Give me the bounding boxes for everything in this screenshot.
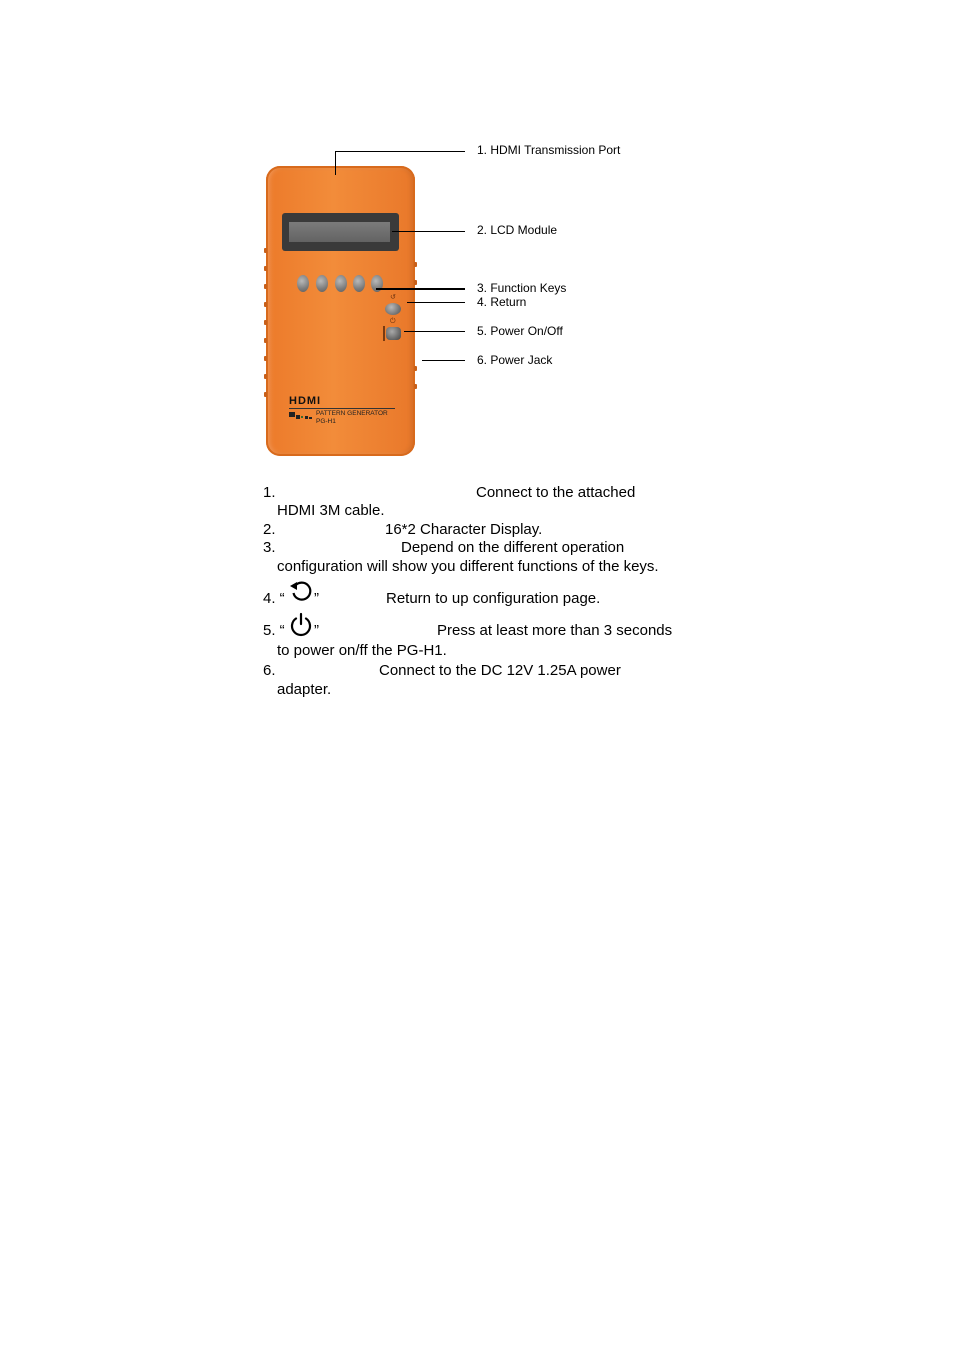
- device-model-line1: PATTERN GENERATOR: [316, 410, 388, 417]
- callout-line-3: [376, 288, 465, 290]
- callout-function-keys: 3. Function Keys: [477, 281, 567, 295]
- side-ridge: [264, 374, 267, 379]
- pattern-generator-device: [266, 166, 415, 456]
- return-mark-icon: ↺: [390, 294, 396, 301]
- brand-logo-icon: [289, 412, 313, 420]
- side-ridge: [414, 384, 417, 389]
- side-ridge: [264, 356, 267, 361]
- power-key-marker: [383, 326, 385, 341]
- lcd-module: [282, 213, 399, 251]
- side-ridge: [264, 338, 267, 343]
- device-brand: HDMI: [289, 395, 322, 407]
- callout-power-jack: 6. Power Jack: [477, 353, 553, 367]
- callout-power: 5. Power On/Off: [477, 324, 563, 338]
- side-ridge: [414, 280, 417, 285]
- item-2-text: 16*2 Character Display.: [385, 521, 543, 538]
- callout-line-2: [392, 231, 465, 232]
- callout-line-1: [335, 151, 465, 152]
- item-3-number: 3.: [263, 539, 276, 556]
- item-2-number: 2.: [263, 521, 276, 538]
- function-key-3[interactable]: [335, 275, 347, 292]
- callout-hdmi-port: 1. HDMI Transmission Port: [477, 143, 621, 157]
- lcd-screen: [289, 222, 390, 242]
- item-3-text: Depend on the different operation: [401, 539, 625, 556]
- side-ridge: [264, 320, 267, 325]
- callout-return: 4. Return: [477, 295, 527, 309]
- item-5-close-quote: ”: [314, 622, 319, 639]
- callout-line-6: [422, 360, 465, 361]
- side-ridge: [264, 248, 267, 253]
- function-key-1[interactable]: [297, 275, 309, 292]
- power-icon: [288, 612, 314, 638]
- callout-lcd-module: 2. LCD Module: [477, 223, 558, 237]
- side-ridge: [414, 366, 417, 371]
- callout-line-5: [404, 331, 465, 332]
- item-6-number: 6.: [263, 662, 276, 679]
- item-5-number: 5. “: [263, 622, 285, 639]
- brand-divider: [289, 408, 395, 409]
- return-key[interactable]: [385, 303, 401, 315]
- callout-line-4: [407, 302, 465, 303]
- function-key-2[interactable]: [316, 275, 328, 292]
- item-6-continuation: adapter.: [277, 681, 332, 698]
- side-ridge: [264, 266, 267, 271]
- side-ridge: [264, 284, 267, 289]
- side-ridge: [414, 262, 417, 267]
- function-key-4[interactable]: [353, 275, 365, 292]
- item-4-close-quote: ”: [314, 590, 319, 607]
- device-model-line2: PG-H1: [316, 418, 336, 425]
- callout-line-1-vertical: [335, 151, 336, 175]
- item-6-text: Connect to the DC 12V 1.25A power: [379, 662, 621, 679]
- device-model: [316, 410, 388, 426]
- item-5-text: Press at least more than 3 seconds: [437, 622, 673, 639]
- item-1-text: Connect to the attached: [476, 484, 636, 501]
- side-ridge: [264, 392, 267, 397]
- item-4-number: 4. “: [263, 590, 285, 607]
- item-1-number: 1.: [263, 484, 276, 501]
- return-icon: [288, 578, 314, 604]
- item-5-continuation: to power on/ff the PG-H1.: [277, 642, 447, 659]
- power-mark-icon: ⏻: [390, 318, 396, 325]
- item-3-continuation: configuration will show you different functions of the keys.: [277, 558, 659, 575]
- item-1-continuation: HDMI 3M cable.: [277, 502, 385, 519]
- side-ridge: [264, 302, 267, 307]
- power-key[interactable]: [386, 327, 401, 340]
- item-4-text: Return to up configuration page.: [386, 590, 601, 607]
